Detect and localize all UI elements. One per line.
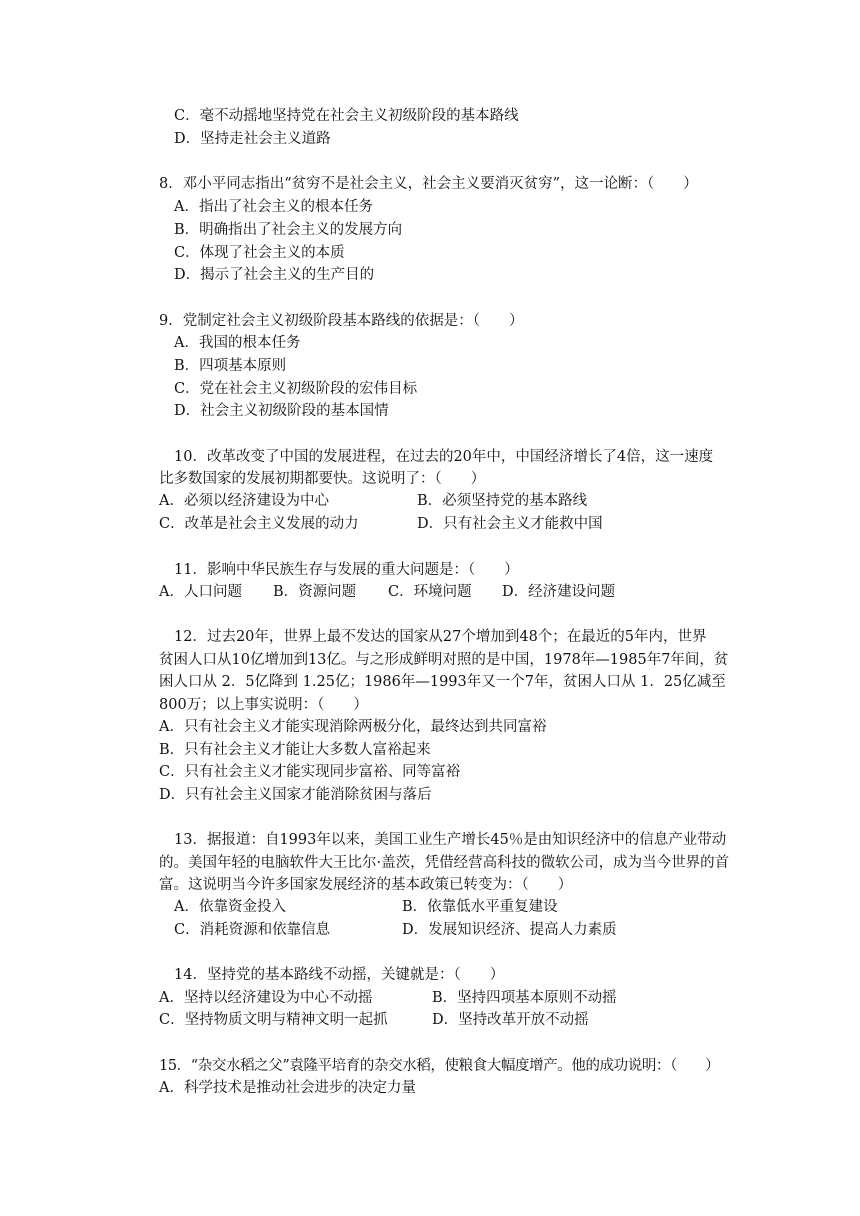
q12-option-d: D．只有社会主义国家才能消除贫困与落后 <box>159 787 432 803</box>
q13-option-a: A．依靠资金投入 <box>174 899 286 915</box>
q8-option-b: B．明确指出了社会主义的发展方向 <box>174 222 403 238</box>
q13-stem-line1: 13．据报道：自1993年以来，美国工业生产增长45％是由知识经济中的信息产业带动 <box>174 832 727 848</box>
q9-option-c: C．党在社会主义初级阶段的宏伟目标 <box>174 381 418 397</box>
q8-stem: 8．邓小平同志指出“贫穷不是社会主义，社会主义要消灭贫穷”，这一论断：（ ） <box>159 176 698 192</box>
q14-option-a: A．坚持以经济建设为中心不动摇 <box>159 990 373 1006</box>
q13-option-b: B．依靠低水平重复建设 <box>402 899 558 915</box>
q14-option-c: C．坚持物质文明与精神文明一起抓 <box>159 1012 388 1028</box>
q12-option-c: C．只有社会主义才能实现同步富裕、同等富裕 <box>159 764 461 780</box>
q12-stem-line2: 贫困人口从10亿增加到13亿。与之形成鲜明对照的是中国，1978年—1985年7年间，贫 <box>159 652 729 668</box>
q15-stem: 15．“杂交水稻之父”袁隆平培育的杂交水稻，使粮食大幅度增产。他的成功说明：（ ） <box>159 1058 720 1074</box>
q12-option-a: A．只有社会主义才能实现消除两极分化，最终达到共同富裕 <box>159 719 547 735</box>
q11-stem: 11．影响中华民族生存与发展的重大问题是：（ ） <box>174 562 519 578</box>
q14-option-d: D．坚持改革开放不动摇 <box>432 1012 589 1028</box>
q13-option-c: C．消耗资源和依靠信息 <box>174 922 331 938</box>
q12-stem-line3: 困人口从 2．5亿降到 1.25亿；1986年—1993年又一个7年，贫困人口从 1．25亿减至 <box>159 674 726 690</box>
q10-option-d: D．只有社会主义才能救中国 <box>417 516 603 532</box>
q10-option-b: B．必须坚持党的基本路线 <box>417 493 588 509</box>
q12-stem-line1: 12．过去20年，世界上最不发达的国家从27个增加到48个；在最近的5年内，世界 <box>174 629 707 645</box>
q10-option-a: A．必须以经济建设为中心 <box>159 493 329 509</box>
q13-stem-line3: 富。这说明当今许多国家发展经济的基本政策已转变为：（ ） <box>159 877 573 893</box>
q10-option-c: C．改革是社会主义发展的动力 <box>159 516 359 532</box>
q12-option-b: B．只有社会主义才能让大多数人富裕起来 <box>159 742 431 758</box>
q10-stem-line2: 比多数国家的发展初期都要快。这说明了：（ ） <box>159 471 486 487</box>
q9-stem: 9．党制定社会主义初级阶段基本路线的依据是：（ ） <box>159 313 524 329</box>
q8-option-a: A．指出了社会主义的根本任务 <box>174 199 373 215</box>
q11-option-c: C．环境问题 <box>388 584 472 600</box>
q13-option-d: D．发展知识经济、提高人力素质 <box>402 922 617 938</box>
q13-stem-line2: 的。美国年轻的电脑软件大王比尔·盖茨，凭借经营高科技的微软公司，成为当今世界的首 <box>159 855 730 871</box>
q11-option-a: A．人口问题 <box>159 584 242 600</box>
q14-stem: 14．坚持党的基本路线不动摇，关键就是：（ ） <box>174 967 505 983</box>
q9-option-a: A．我国的根本任务 <box>174 335 301 351</box>
q7-option-d: D．坚持走社会主义道路 <box>174 131 331 147</box>
q7-option-c: C．毫不动摇地坚持党在社会主义初级阶段的基本路线 <box>174 108 519 124</box>
q8-option-d: D．揭示了社会主义的生产目的 <box>174 267 375 283</box>
q11-option-d: D．经济建设问题 <box>502 584 616 600</box>
q10-stem-line1: 10．改革改变了中国的发展进程，在过去的20年中，中国经济增长了4倍，这一速度 <box>174 449 714 465</box>
q11-option-b: B．资源问题 <box>273 584 357 600</box>
q8-option-c: C．体现了社会主义的本质 <box>174 245 345 261</box>
q9-option-d: D．社会主义初级阶段的基本国情 <box>174 403 389 419</box>
q12-stem-line4: 800万；以上事实说明：（ ） <box>159 697 368 713</box>
q9-option-b: B．四项基本原则 <box>174 358 287 374</box>
q14-option-b: B．坚持四项基本原则不动摇 <box>432 990 617 1006</box>
q15-option-a: A．科学技术是推动社会进步的决定力量 <box>159 1080 416 1096</box>
